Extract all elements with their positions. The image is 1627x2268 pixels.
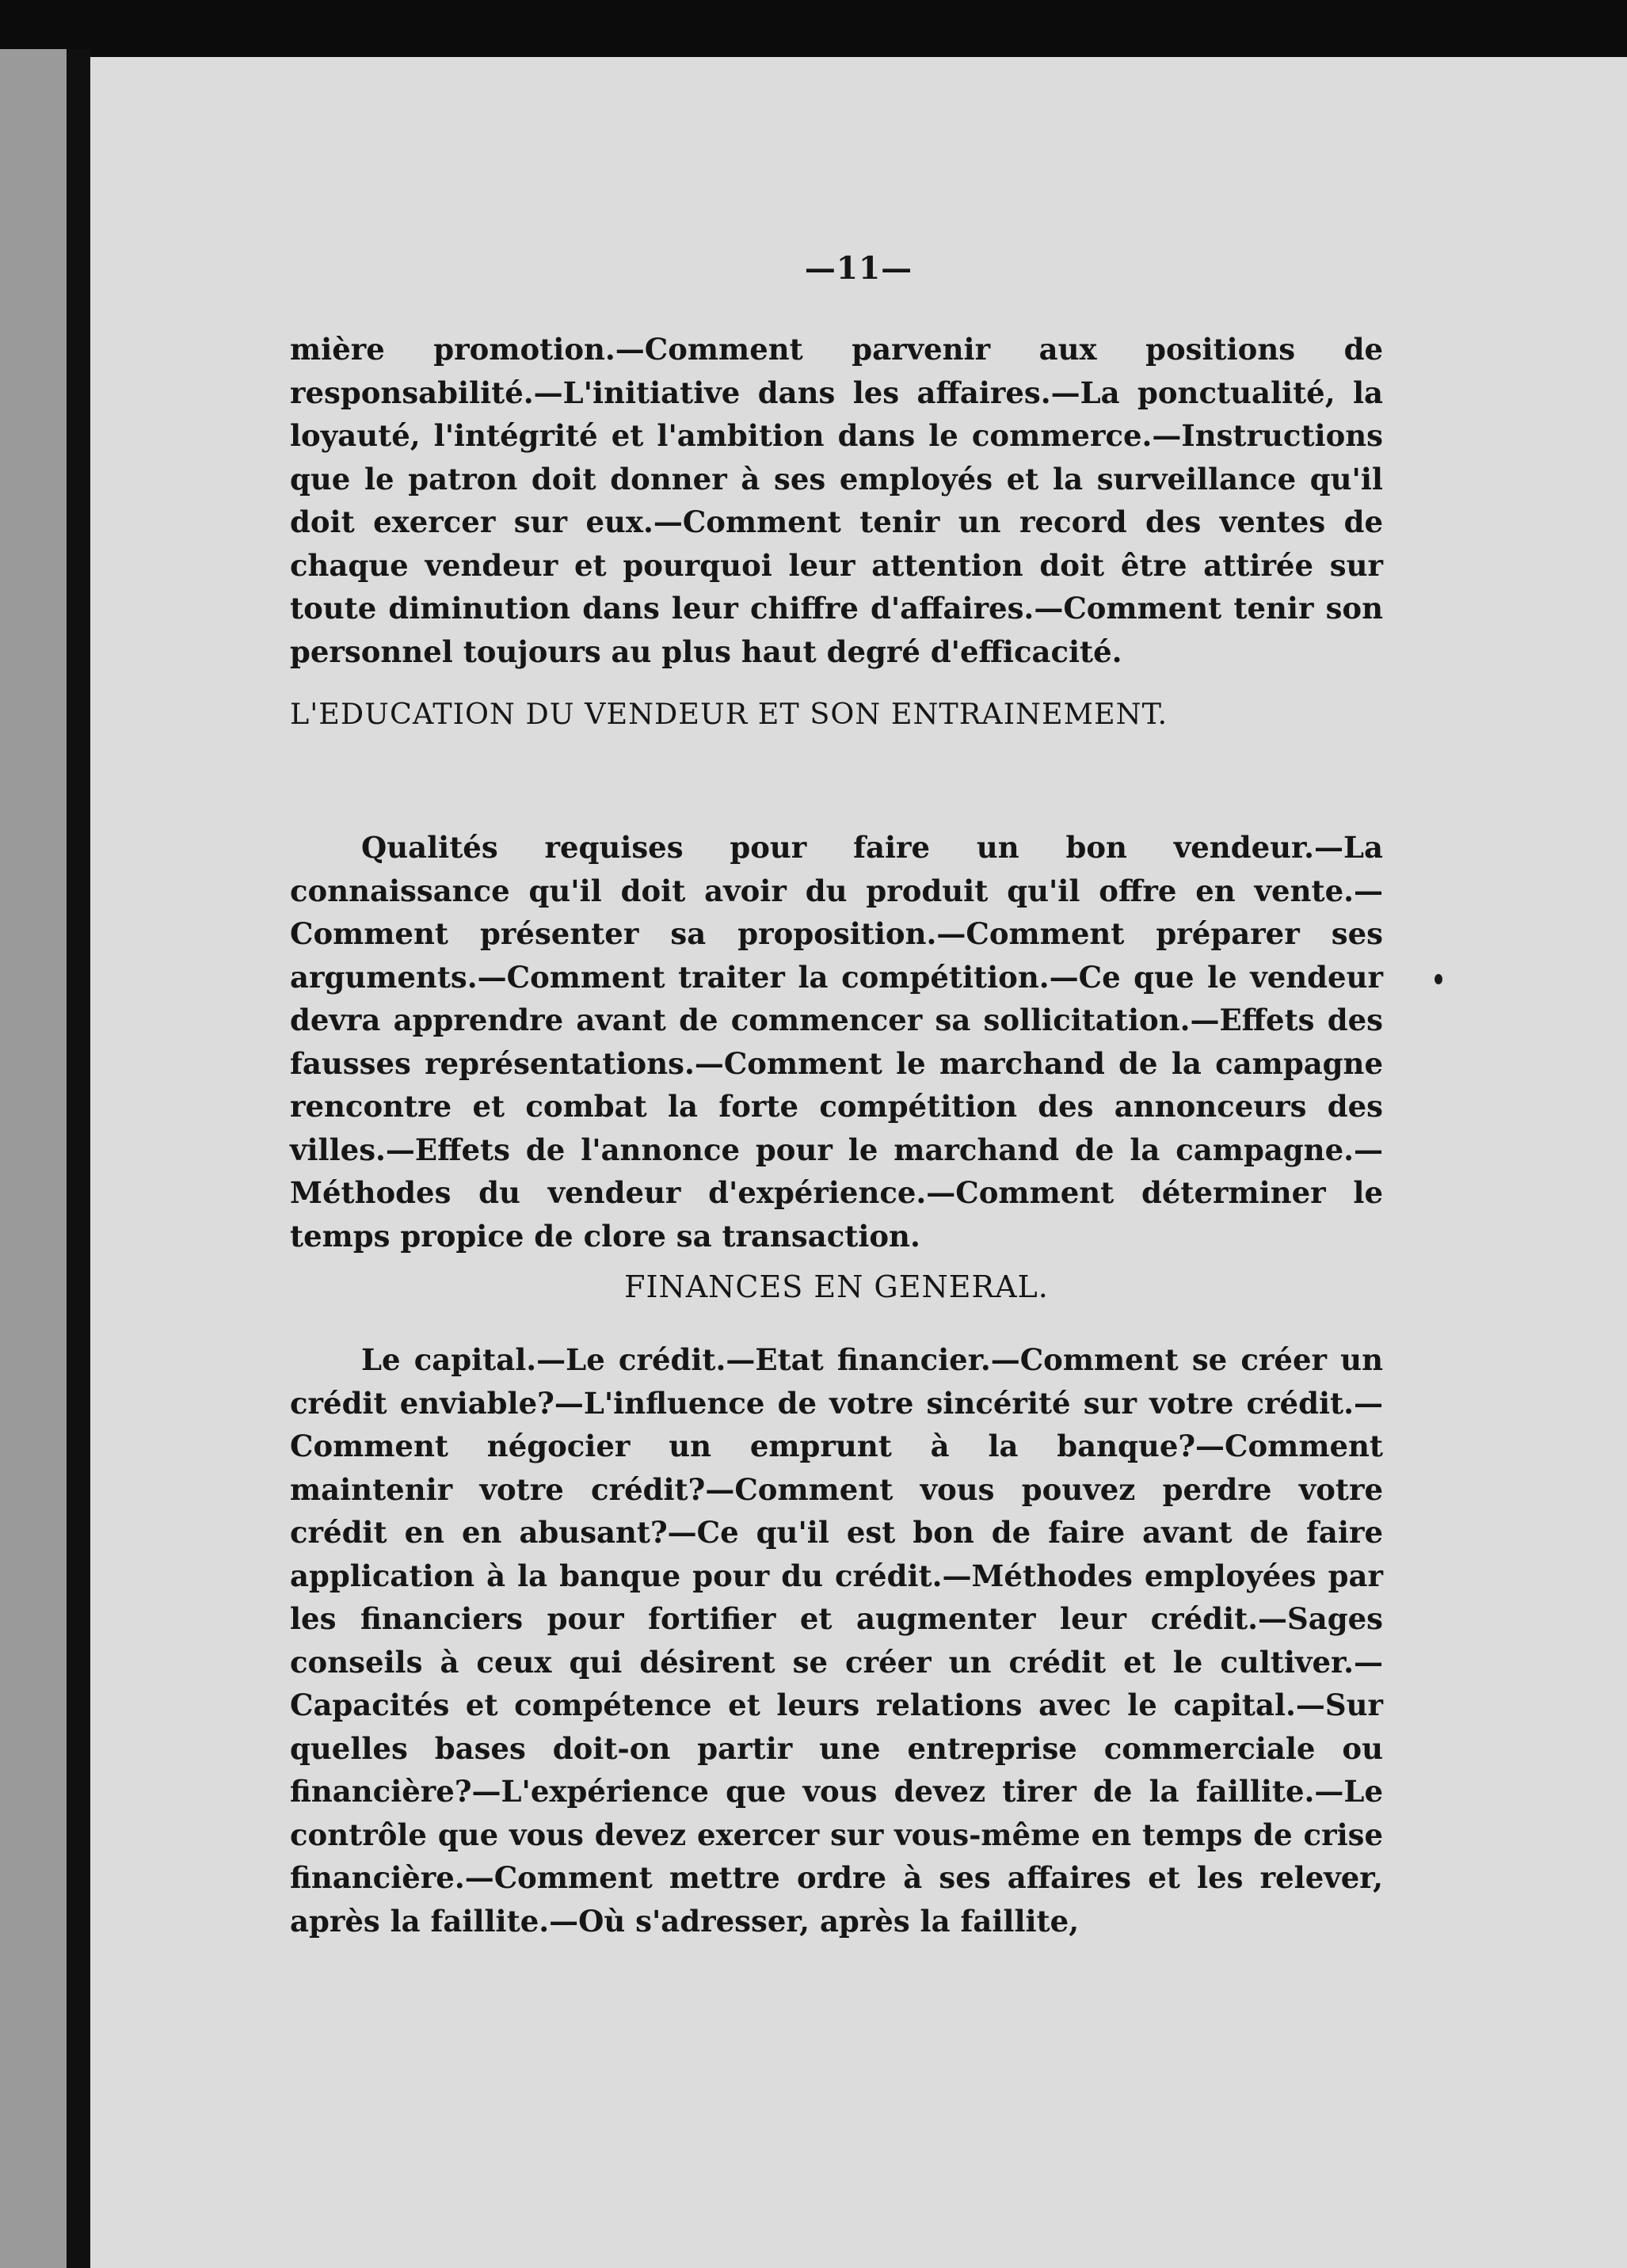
page-gutter [67, 49, 90, 2268]
ink-speck [1435, 974, 1442, 984]
section-heading-education: L'EDUCATION DU VENDEUR ET SON ENTRAINEMENT. [290, 697, 1168, 731]
adjacent-page-edge [0, 49, 67, 2268]
paragraph-1: mière promotion.—Comment parvenir aux positions de responsabilité.—L'initiative dans les affaires.—La ponctualité, la loyauté, l'intégrité et l'ambition dans le commerce.—Instructions que le patron doit donner à ses employés et la surveillance qu'il doit exercer sur eux.—Comment tenir un record des ventes de chaque vendeur et pourquoi leur attention doit être attirée sur toute diminution dans leur chiffre d'affaires.—Comment tenir son personnel toujours au plus haut degré d'efficacité. [290, 332, 1383, 669]
paragraph-3: Le capital.—Le crédit.—Etat financier.—Comment se créer un crédit enviable?—L'influence de votre sincérité sur votre crédit.—Comment négocier un emprunt à la banque?—Comment maintenir votre crédit?—Comment vous pouvez perdre votre crédit en en abusant?—Ce qu'il est bon de faire avant de faire application à la banque pour du crédit.—Méthodes employées par les financiers pour fortifier et augmenter leur crédit.—Sages conseils à ceux qui désirent se créer un crédit et le cultiver.—Capacités et compétence et leurs relations avec le capital.—Sur quelles bases doit-on partir une entreprise commerciale ou financière?—L'expérience que vous devez tirer de la faillite.—Le contrôle que vous devez exercer sur vous-même en temps de crise financière.—Comment mettre ordre à ses affaires et les relever, après la faillite.—Où s'adresser, après la faillite, [290, 1342, 1383, 1939]
scanned-page [90, 57, 1627, 2268]
page-number: —11— [804, 250, 913, 287]
section-heading-finances: FINANCES EN GENERAL. [624, 1269, 1049, 1304]
paragraph-2: Qualités requises pour faire un bon vendeur.—La connaissance qu'il doit avoir du produit qu'il offre en vente.—Comment présenter sa proposition.—Comment préparer ses arguments.—Comment traiter la compétition.—Ce que le vendeur devra apprendre avant de commencer sa sollicitation.—Effets des fausses représentations.—Comment le marchand de la campagne rencontre et combat la forte compétition des annonceurs des villes.—Effets de l'annonce pour le marchand de la campagne.—Méthodes du vendeur d'expérience.—Comment déterminer le temps propice de clore sa transaction. [290, 830, 1383, 1254]
